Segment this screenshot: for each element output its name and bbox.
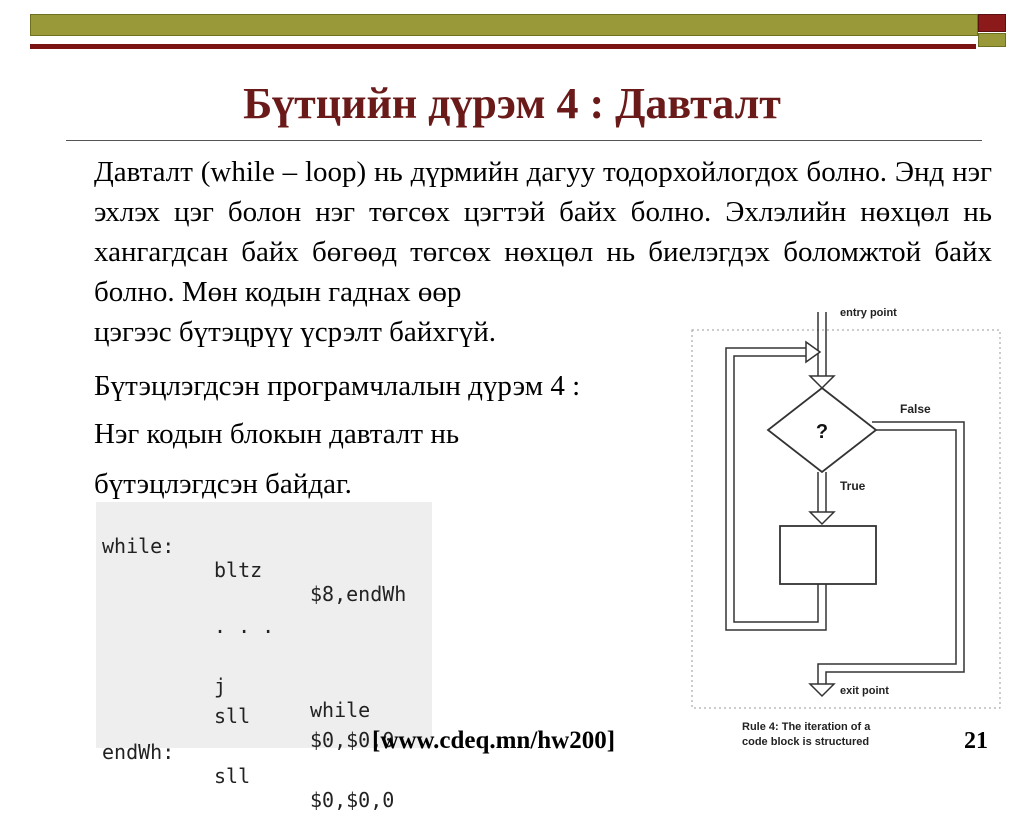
loop-back-outer	[726, 348, 829, 630]
true-arrowhead	[810, 512, 834, 524]
false-label: False	[900, 402, 931, 416]
loop-line-2: бүтэцлэгдсэн байдаг.	[94, 468, 352, 500]
code-label: while:	[102, 534, 175, 558]
source-url: [www.cdeq.mn/hw200]	[372, 727, 616, 754]
caption-line-2: code block is structured	[742, 736, 870, 748]
red-rule	[30, 44, 976, 49]
process-box	[780, 526, 876, 584]
red-square	[978, 14, 1006, 32]
paragraph-tail: цэгээс бүтэцрүү үсрэлт байхгүй.	[94, 316, 496, 348]
entry-arrowhead	[810, 376, 834, 388]
exit-arrowhead	[810, 684, 834, 696]
code-op: sll	[214, 764, 251, 788]
decision-text: ?	[815, 421, 829, 443]
slide-title: Бүтцийн дүрэм 4 : Давталт	[243, 79, 781, 128]
page-number: 21	[964, 728, 988, 754]
paragraph-main: Давталт (while – loop) нь дүрмийн дагуу тодорхойлогдох болно. Энд нэг эхлэх цэг болон нэг төгсөх цэгтэй байх болно. Эхлэлийн нөхцөл нь хангагдсан байх бөгөөд төгсөх нөхцөл нь биелэгдэх боломжтой байх болно. Мөн кодын гаднах өөр	[94, 156, 992, 308]
diagram-caption	[742, 720, 870, 750]
code-op: j	[214, 674, 227, 698]
loop-flowchart	[680, 300, 1010, 720]
olive-bar	[30, 14, 978, 36]
code-op: sll	[214, 704, 251, 728]
flowchart-frame	[692, 330, 1000, 708]
code-args: $8,endWh	[310, 582, 407, 606]
title-divider	[66, 140, 982, 141]
code-listing	[96, 502, 432, 812]
code-op: bltz	[214, 558, 263, 582]
olive-square	[978, 33, 1006, 47]
code-args: $0,$0,0	[310, 788, 395, 812]
code-label: endWh:	[102, 740, 175, 764]
entry-label: entry point	[840, 307, 897, 319]
loop-line-1: Нэг кодын блокын давталт нь	[94, 418, 460, 450]
true-label: True	[840, 479, 866, 493]
rule-line: Бүтэцлэгдсэн програмчлалын дүрэм 4 :	[94, 370, 581, 402]
exit-label: exit point	[840, 685, 889, 697]
code-op: . . .	[214, 614, 275, 638]
header-decoration-bar	[30, 14, 1006, 48]
code-args: while	[310, 698, 371, 722]
code-args: $0,$0,0	[310, 728, 395, 752]
caption-line-1: Rule 4: The iteration of a	[742, 721, 871, 733]
code-row	[102, 716, 395, 836]
